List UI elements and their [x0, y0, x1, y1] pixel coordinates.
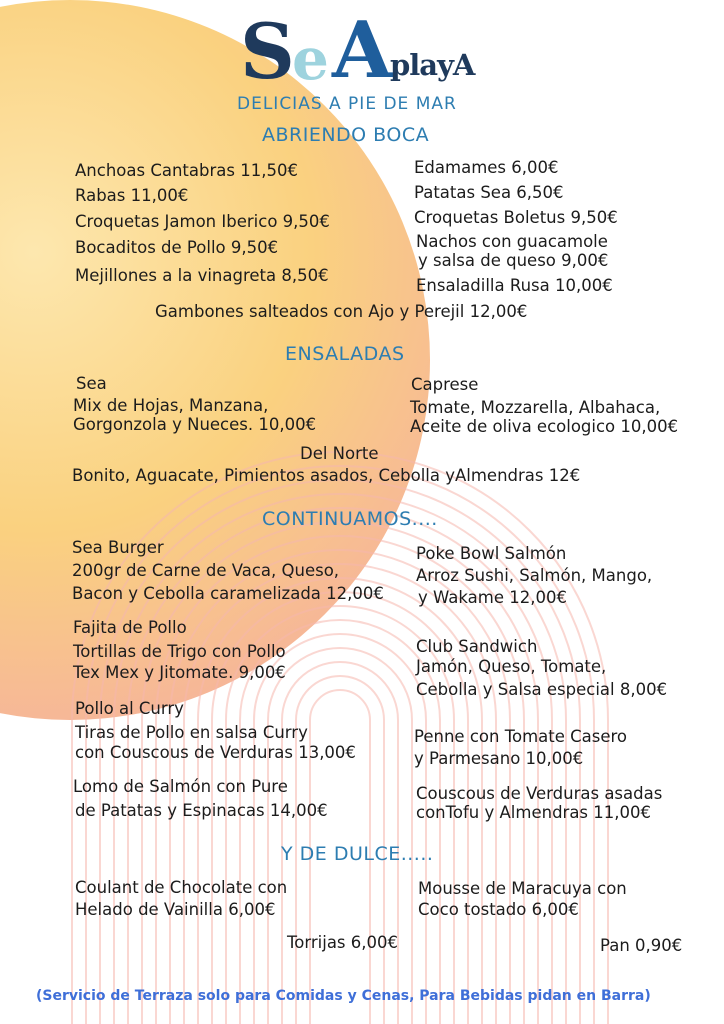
menu-item: Gambones salteados con Ajo y Perejil 12,00€ [155, 302, 528, 321]
logo-letter-a: A [332, 5, 393, 96]
logo-letter-s: S [240, 7, 295, 96]
dish-name: Club Sandwich [416, 637, 538, 656]
dish-description: Tiras de Pollo en salsa Curry [75, 723, 308, 742]
dish-description: con Couscous de Verduras 13,00€ [75, 743, 356, 762]
logo-playa: playA [390, 48, 475, 82]
dish-description: Jamón, Queso, Tomate, [416, 657, 607, 676]
dish-description: Coulant de Chocolate con [75, 878, 288, 897]
dish-description: Bacon y Cebolla caramelizada 12,00€ [72, 584, 384, 603]
menu-item: Torrijas 6,00€ [287, 933, 399, 952]
menu-item: Patatas Sea 6,50€ [414, 183, 564, 202]
logo [240, 5, 500, 96]
dish-name: Caprese [411, 375, 479, 394]
dish-name: Sea [76, 374, 107, 393]
menu-item: Pan 0,90€ [600, 936, 683, 955]
dish-description: y Parmesano 10,00€ [414, 749, 584, 768]
dish-description: Tortillas de Trigo con Pollo [73, 642, 286, 661]
menu-item: Croquetas Boletus 9,50€ [414, 208, 618, 227]
dish-description: Couscous de Verduras asadas [416, 784, 663, 803]
dish-description: Mousse de Maracuya con [418, 879, 627, 898]
dish-description: Tex Mex y Jitomate. 9,00€ [73, 663, 286, 682]
dish-description: Cebolla y Salsa especial 8,00€ [416, 680, 668, 699]
dish-description: y Wakame 12,00€ [418, 588, 567, 607]
menu-item: Bocaditos de Pollo 9,50€ [75, 238, 279, 257]
heading-dulce: Y DE DULCE..... [281, 843, 434, 865]
dish-name: Del Norte [300, 444, 379, 463]
dish-description: Bonito, Aguacate, Pimientos asados, Cebolla yAlmendras 12€ [72, 466, 581, 485]
heading-continuamos: CONTINUAMOS.... [262, 508, 438, 530]
dish-description: conTofu y Almendras 11,00€ [416, 803, 652, 822]
dish-description: Arroz Sushi, Salmón, Mango, [416, 566, 653, 585]
heading-ensaladas: ENSALADAS [285, 343, 405, 365]
menu-item: Rabas 11,00€ [75, 186, 189, 205]
dish-name: Pollo al Curry [75, 699, 184, 718]
heading-abriendo-boca: ABRIENDO BOCA [262, 124, 430, 146]
footer-note: (Servicio de Terraza solo para Comidas y Cenas, Para Bebidas pidan en Barra) [36, 988, 651, 1004]
dish-description: Penne con Tomate Casero [414, 727, 628, 746]
menu-item: Mejillones a la vinagreta 8,50€ [75, 266, 329, 285]
logo-letter-e: e [292, 25, 329, 93]
dish-name: Poke Bowl Salmón [416, 544, 567, 563]
dish-description: Mix de Hojas, Manzana, [73, 396, 269, 415]
menu-item: Anchoas Cantabras 11,50€ [75, 161, 298, 180]
dish-description: Helado de Vainilla 6,00€ [75, 900, 276, 919]
menu-item: Ensaladilla Rusa 10,00€ [416, 276, 613, 295]
tagline: DELICIAS A PIE DE MAR [237, 94, 457, 114]
dish-description: 200gr de Carne de Vaca, Queso, [72, 561, 340, 580]
menu-item: Nachos con guacamole [416, 232, 608, 251]
dish-description: Lomo de Salmón con Pure [73, 777, 288, 796]
dish-name: Fajita de Pollo [73, 618, 187, 637]
dish-name: Sea Burger [72, 538, 164, 557]
dish-description: Gorgonzola y Nueces. 10,00€ [73, 415, 317, 434]
dish-description: Coco tostado 6,00€ [418, 900, 579, 919]
menu-item: Edamames 6,00€ [414, 158, 559, 177]
menu-item: Croquetas Jamon Iberico 9,50€ [75, 212, 330, 231]
dish-description: Aceite de oliva ecologico 10,00€ [410, 417, 679, 436]
menu-item: y salsa de queso 9,00€ [418, 251, 609, 270]
dish-description: Tomate, Mozzarella, Albahaca, [410, 398, 661, 417]
dish-description: de Patatas y Espinacas 14,00€ [75, 801, 328, 820]
